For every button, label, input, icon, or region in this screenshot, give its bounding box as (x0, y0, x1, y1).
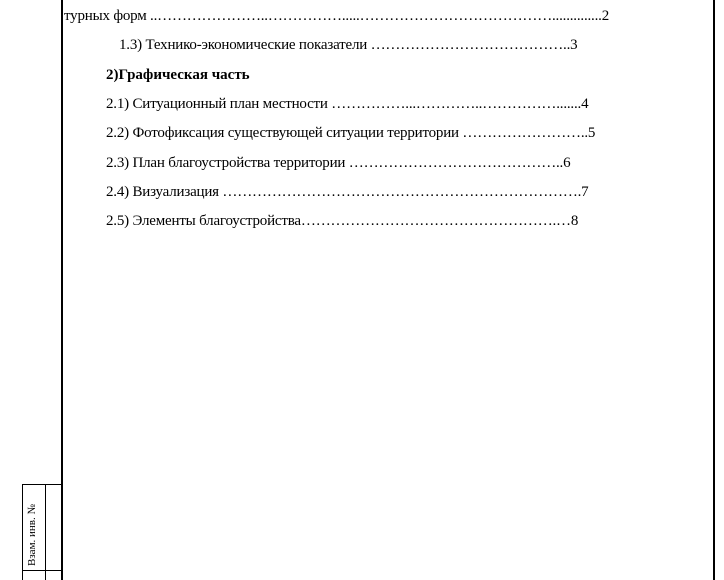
frame-right-border (713, 0, 715, 580)
toc-entry-2-5: 2.5) Элементы благоустройства…………………………………………….…8 (106, 213, 579, 229)
toc-entry-2-1: 2.1) Ситуационный план местности ……………...…………..…………….......4 (106, 96, 589, 112)
stamp-label-inventory-replacement: Взам. инв. № (26, 504, 38, 566)
toc-entry-2-4: 2.4) Визуализация ……………………………………………………………….7 (106, 184, 589, 200)
stamp-row-line (22, 570, 63, 571)
toc-entry-1-3: 1.3) Технико-экономические показатели …………………………………..3 (119, 37, 578, 53)
toc-entry-2-3: 2.3) План благоустройства территории ……………………………………..6 (106, 155, 571, 171)
stamp-divider (45, 484, 46, 580)
toc-entry-2-2: 2.2) Фотофиксация существующей ситуации территории ……………………..5 (106, 125, 596, 141)
toc-heading-graphic-part: 2)Графическая часть (106, 67, 250, 83)
toc-entry-line: турных форм ..…………………..…………….....…………………………………..............2 (64, 8, 609, 24)
